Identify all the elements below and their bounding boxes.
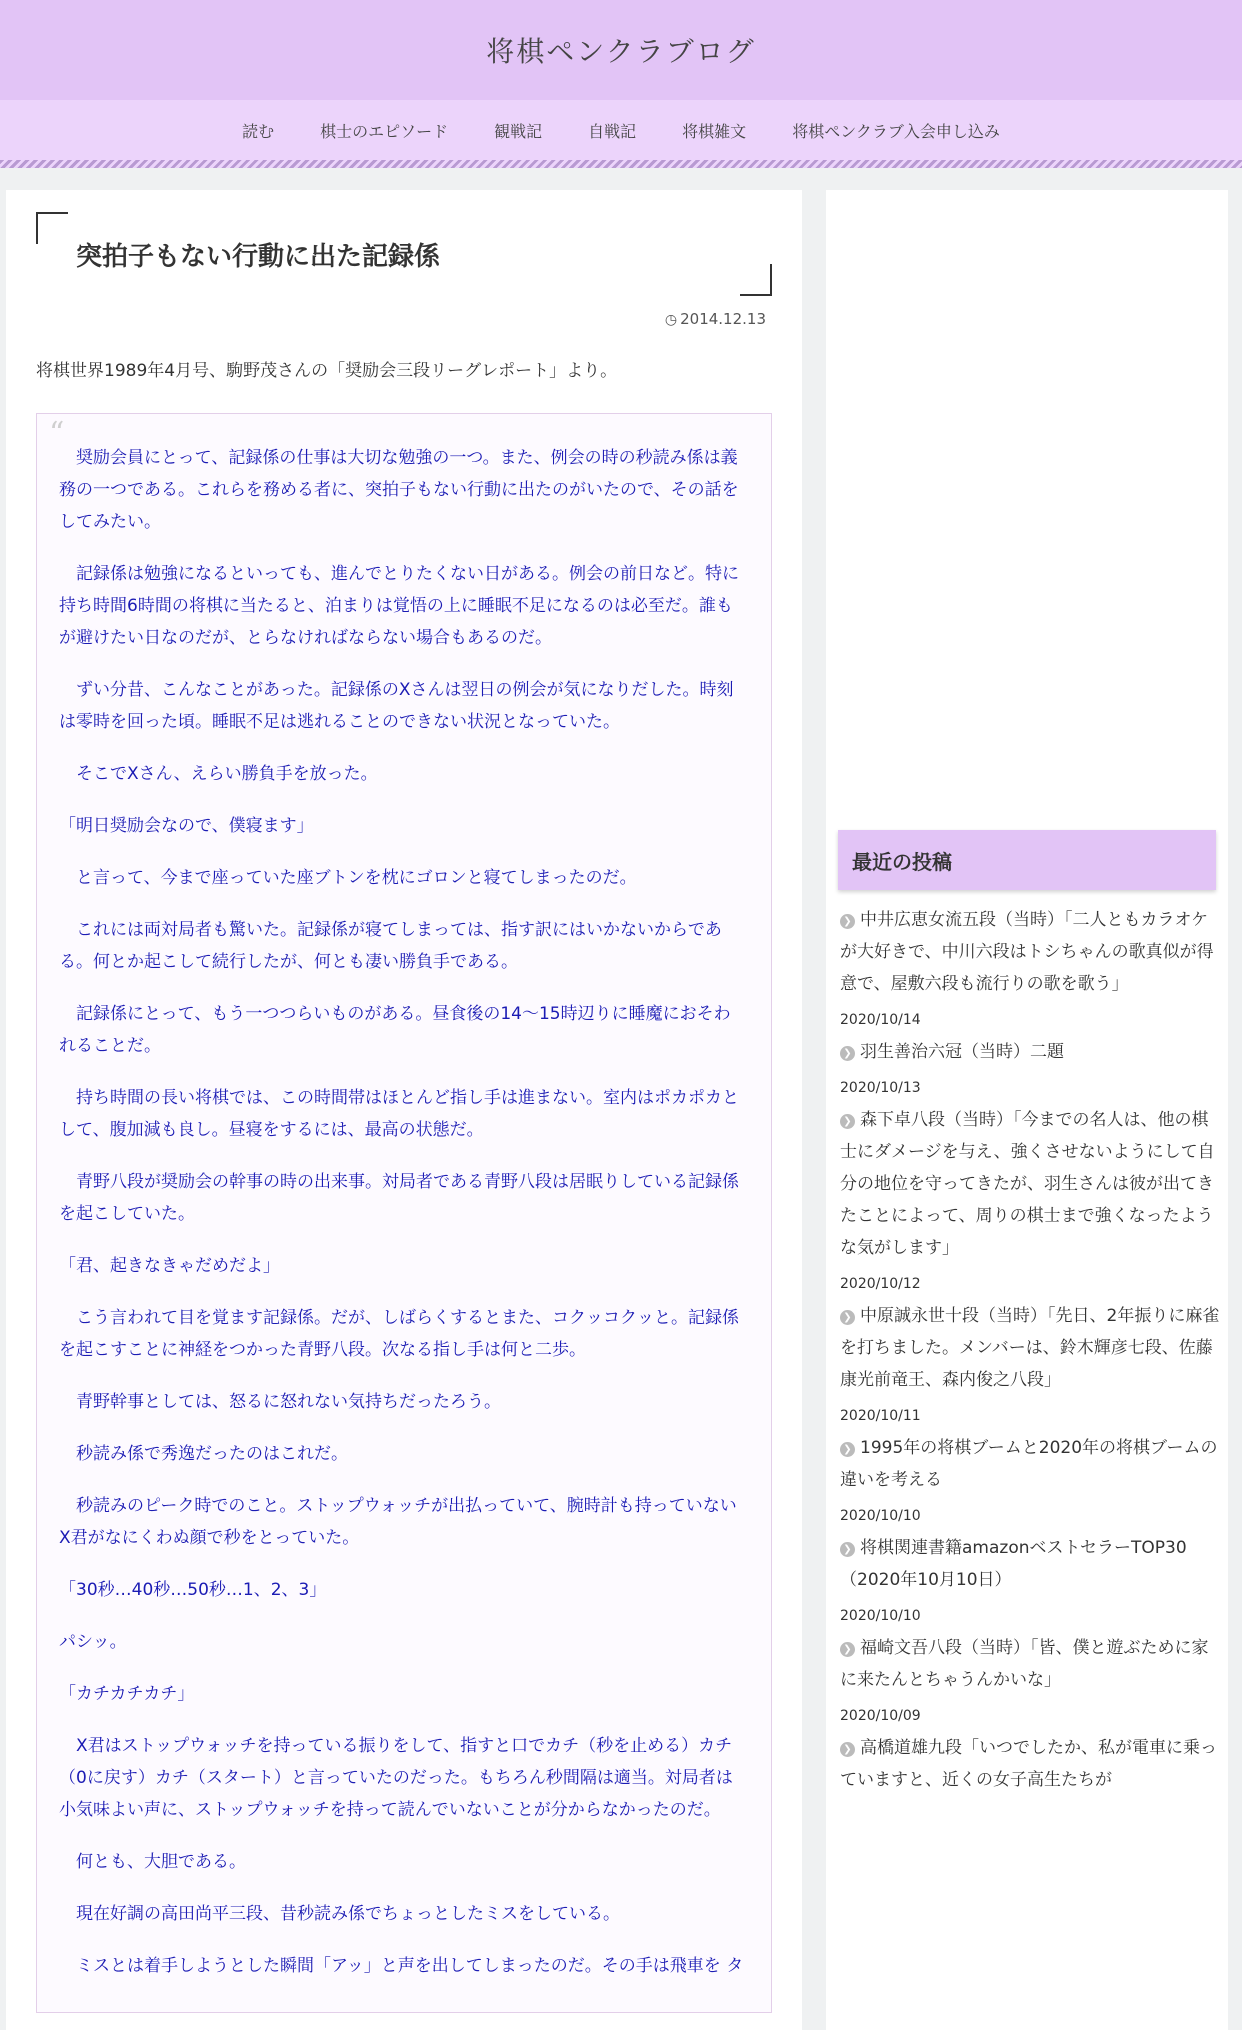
- global-nav: [0, 100, 1242, 160]
- post-date: [6, 310, 766, 328]
- quote-paragraph: 青野幹事としては、怒るに怒れない気持ちだったろう。: [59, 1392, 501, 1412]
- nav-item-episodes[interactable]: 棋士のエピソード: [320, 121, 449, 141]
- quote-paragraph: 秒読み係で秀逸だったのはこれだ。: [59, 1444, 348, 1464]
- quote-paragraph: ミスとは着手しようとした瞬間「アッ」と声を出してしまったのだ。その手は飛車を タ: [59, 1956, 744, 1976]
- quote-paragraph: 青野八段が奨励会の幹事の時の出来事。対局者である青野八段は居眠りしている記録係を起こしていた。: [59, 1172, 739, 1224]
- page-title: 突拍子もない行動に出た記録係: [76, 242, 441, 272]
- list-item: [840, 1300, 1222, 1424]
- site-header: [0, 0, 1242, 100]
- quote-paragraph: 持ち時間の長い将棋では、この時間帯はほとんど指し手は進まない。室内はポカポカとして、腹加減も良し。昼寝をするには、最高の状態だ。: [59, 1088, 739, 1140]
- chevron-right-icon: ❯: [840, 1642, 855, 1657]
- sidebar-ad-space: [826, 190, 1228, 830]
- quote-paragraph: 「君、起きなきゃだめだよ」: [59, 1256, 280, 1276]
- recent-post-date: 2020/10/11: [840, 1408, 921, 1424]
- list-item: [840, 904, 1222, 1028]
- quote-paragraph: 記録係にとって、もう一つつらいものがある。昼食後の14～15時辺りに睡魔におそわれることだ。: [59, 1004, 731, 1056]
- quote-paragraph: 「明日奨励会なので、僕寝ます」: [59, 816, 314, 836]
- chevron-right-icon: ❯: [840, 1442, 855, 1457]
- recent-post-link[interactable]: [840, 1732, 1222, 1796]
- list-item: [840, 1732, 1222, 1796]
- nav-item-jisenki[interactable]: 自戦記: [588, 121, 637, 141]
- blockquote: [36, 413, 772, 2013]
- quote-paragraph: 「カチカチカチ」: [59, 1684, 195, 1704]
- quote-paragraph: 現在好調の高田尚平三段、昔秒読み係でちょっとしたミスをしている。: [59, 1904, 620, 1924]
- post-date-text: 2014.12.13: [680, 310, 766, 328]
- recent-post-date: 2020/10/10: [840, 1508, 921, 1524]
- recent-post-date: 2020/10/10: [840, 1608, 921, 1624]
- list-item: [840, 1432, 1222, 1524]
- recent-post-title[interactable]: 高橋道雄九段「いつでしたか、私が電車に乗っていますと、近くの女子高生たちが: [840, 1738, 1217, 1790]
- list-item: [840, 1104, 1222, 1292]
- recent-posts-heading: 最近の投稿: [838, 830, 1216, 890]
- recent-post-title[interactable]: 中原誠永世十段（当時）「先日、2年振りに麻雀を打ちました。メンバーは、鈴木輝彦七段、佐藤康光前竜王、森内俊之八段」: [840, 1306, 1220, 1390]
- nav-item-join[interactable]: 将棋ペンクラブ入会申し込み: [792, 121, 1000, 141]
- chevron-right-icon: ❯: [840, 1046, 855, 1061]
- quote-paragraph: こう言われて目を覚ます記録係。だが、しばらくするとまた、コクッコクッと。記録係を起こすことに神経をつかった青野八段。次なる指し手は何と二歩。: [59, 1308, 739, 1360]
- recent-post-title[interactable]: 1995年の将棋ブームと2020年の将棋ブームの違いを考える: [840, 1438, 1218, 1490]
- recent-post-date: 2020/10/09: [840, 1708, 921, 1724]
- quote-paragraph: 何とも、大胆である。: [59, 1852, 246, 1872]
- recent-post-date: 2020/10/14: [840, 1012, 921, 1028]
- quote-paragraph: そこでXさん、えらい勝負手を放った。: [59, 764, 378, 784]
- entry-title-box: [36, 212, 772, 296]
- recent-post-date: 2020/10/12: [840, 1276, 921, 1292]
- nav-item-zatsubun[interactable]: 将棋雑文: [682, 121, 747, 141]
- chevron-right-icon: ❯: [840, 914, 855, 929]
- chevron-right-icon: ❯: [840, 1742, 855, 1757]
- quote-paragraph: パシッ。: [59, 1632, 127, 1652]
- chevron-right-icon: ❯: [840, 1542, 855, 1557]
- quote-paragraph: 記録係は勉強になるといっても、進んでとりたくない日がある。例会の前日など。特に持ち時間6時間の将棋に当たると、泊まりは覚悟の上に睡眠不足になるのは必至だ。誰もが避けたい日なのだが、とらなければならない場合もあるのだ。: [59, 564, 739, 648]
- quote-paragraph: ずい分昔、こんなことがあった。記録係のXさんは翌日の例会が気になりだした。時刻は零時を回った頃。睡眠不足は逃れることのできない状況となっていた。: [59, 680, 734, 732]
- recent-post-title[interactable]: 将棋関連書籍amazonベストセラーTOP30（2020年10月10日）: [840, 1538, 1187, 1590]
- recent-posts-list: [826, 904, 1228, 1796]
- recent-post-link[interactable]: [840, 1532, 1222, 1596]
- nav-item-kansenki[interactable]: 観戦記: [494, 121, 543, 141]
- header-stripe-divider: [0, 160, 1242, 168]
- title-corner-bottom-right: [740, 264, 772, 296]
- chevron-right-icon: ❯: [840, 1114, 855, 1129]
- article-intro: 将棋世界1989年4月号、駒野茂さんの「奨励会三段リーグレポート」より。: [36, 361, 618, 381]
- clock-icon: ◷: [664, 312, 678, 328]
- quote-paragraph: 「30秒…40秒…50秒…1、2、3」: [59, 1580, 327, 1600]
- quote-paragraph: 奨励会員にとって、記録係の仕事は大切な勉強の一つ。また、例会の時の秒読み係は義務の一つである。これらを務める者に、突拍子もない行動に出たのがいたので、その話をしてみたい。: [59, 448, 739, 532]
- quote-paragraph: 秒読みのピーク時でのこと。ストップウォッチが出払っていて、腕時計も持っていないX君がなにくわぬ顔で秒をとっていた。: [59, 1496, 737, 1548]
- quote-paragraph: X君はストップウォッチを持っている振りをして、指すと口でカチ（秒を止める）カチ（0に戻す）カチ（スタート）と言っていたのだった。もちろん秒間隔は適当。対局者は小気味よい声に、ストップウォッチを持って読んでいないことが分からなかったのだ。: [59, 1736, 733, 1820]
- list-item: [840, 1532, 1222, 1624]
- chevron-right-icon: ❯: [840, 1310, 855, 1325]
- site-title[interactable]: 将棋ペンクラブログ: [486, 35, 756, 68]
- recent-post-link[interactable]: [840, 1432, 1222, 1496]
- recent-post-link[interactable]: [840, 1632, 1222, 1696]
- recent-post-title[interactable]: 中井広恵女流五段（当時）「二人ともカラオケが大好きで、中川六段はトシちゃんの歌真似が得意で、屋敷六段も流行りの歌を歌う」: [840, 910, 1214, 994]
- recent-post-link[interactable]: [840, 1300, 1222, 1396]
- recent-post-link[interactable]: [840, 1104, 1222, 1264]
- main-article: [6, 190, 802, 2030]
- nav-item-read[interactable]: 読む: [242, 121, 275, 141]
- recent-post-date: 2020/10/13: [840, 1080, 921, 1096]
- list-item: [840, 1036, 1222, 1096]
- content-area: [0, 168, 1242, 2030]
- recent-post-title[interactable]: 羽生善治六冠（当時）二題: [860, 1042, 1064, 1062]
- recent-post-link[interactable]: [840, 1036, 1222, 1068]
- title-corner-top-left: [36, 212, 68, 244]
- recent-post-title[interactable]: 森下卓八段（当時）「今までの名人は、他の棋士にダメージを与え、強くさせないようにして自分の地位を守ってきたが、羽生さんは彼が出てきたことによって、周りの棋士まで強くなったような気がします」: [840, 1110, 1215, 1258]
- sidebar: [826, 190, 1228, 2030]
- quote-paragraph: と言って、今まで座っていた座ブトンを枕にゴロンと寝てしまったのだ。: [59, 868, 637, 888]
- list-item: [840, 1632, 1222, 1724]
- quote-paragraph: これには両対局者も驚いた。記録係が寝てしまっては、指す訳にはいかないからである。何とか起こして続行したが、何とも凄い勝負手である。: [59, 920, 722, 972]
- recent-post-link[interactable]: [840, 904, 1222, 1000]
- recent-post-title[interactable]: 福崎文吾八段（当時）「皆、僕と遊ぶために家に来たんとちゃうんかいな」: [840, 1638, 1209, 1690]
- quote-mark-icon: “: [49, 416, 65, 451]
